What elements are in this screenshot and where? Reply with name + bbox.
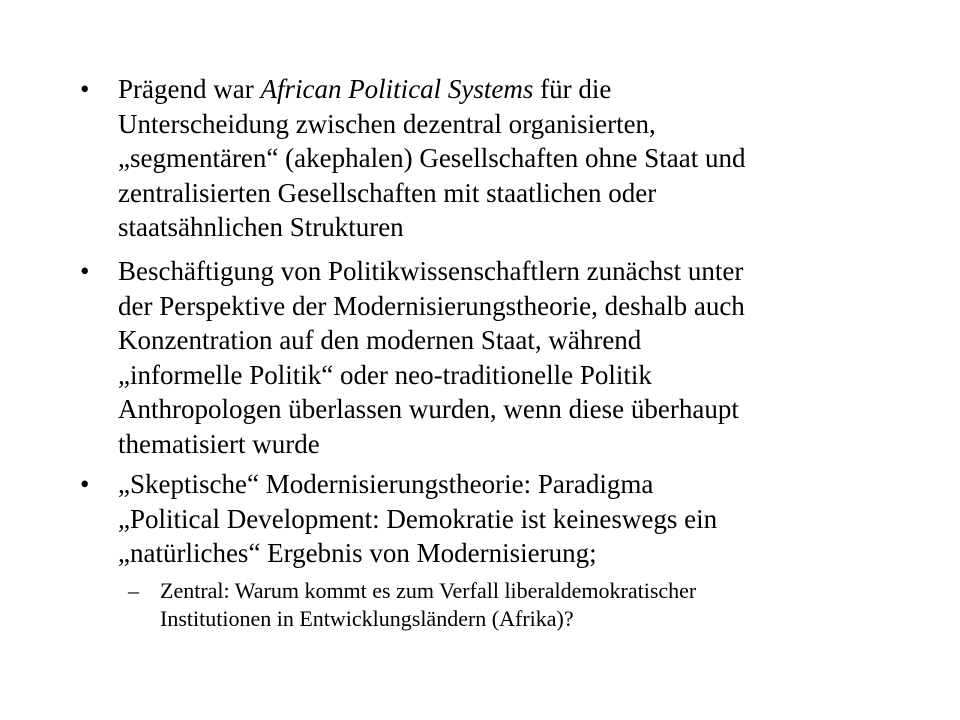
- sub-bullet-text: [160, 577, 696, 633]
- bullet-icon: •: [80, 256, 90, 286]
- book-title: African Political Systems: [260, 74, 534, 104]
- bullet-line: Anthropologen überlassen wurden, wenn diese überhaupt: [118, 394, 739, 424]
- bullet-line: staatsähnlichen Strukturen: [118, 212, 404, 242]
- bullet-text: [118, 467, 868, 571]
- dash-icon: –: [128, 578, 139, 603]
- sub-bullet-line: Institutionen in Entwicklungsländern (Afrika)?: [160, 606, 574, 631]
- bullet-line: „natürliches“ Ergebnis von Modernisierung;: [118, 538, 597, 568]
- bullet-line: Unterscheidung zwischen dezentral organisierten,: [118, 108, 656, 139]
- bullet-text-segment: Prägend war: [118, 74, 261, 104]
- bullet-line: der Perspektive der Modernisierungstheorie, deshalb auch: [118, 290, 745, 321]
- bullet-line: [118, 72, 868, 107]
- bullet-text: [118, 254, 868, 461]
- bullet-line: „Political Development: Demokratie ist keineswegs ein: [118, 503, 718, 534]
- sub-bullet-line: Zentral: Warum kommt es zum Verfall liberaldemokratischer: [160, 578, 697, 603]
- bullet-line: „Skeptische“ Modernisierungstheorie: Paradigma: [118, 469, 654, 499]
- bullet-text-segment: für die: [533, 74, 612, 104]
- bullet-line: „informelle Politik“ oder neo-traditionelle Politik: [118, 359, 652, 390]
- bullet-line: zentralisierten Gesellschaften mit staatlichen oder: [118, 177, 657, 208]
- bullet-icon: •: [80, 469, 90, 499]
- bullet-line: „segmentären“ (akephalen) Gesellschaften ohne Staat und: [118, 143, 746, 173]
- bullet-line: Beschäftigung von Politikwissenschaftlern zunächst unter: [118, 256, 744, 286]
- bullet-icon: •: [80, 74, 90, 104]
- bullet-text: [118, 72, 868, 245]
- bullet-line: thematisiert wurde: [118, 428, 320, 459]
- bullet-line: Konzentration auf den modernen Staat, während: [118, 325, 642, 355]
